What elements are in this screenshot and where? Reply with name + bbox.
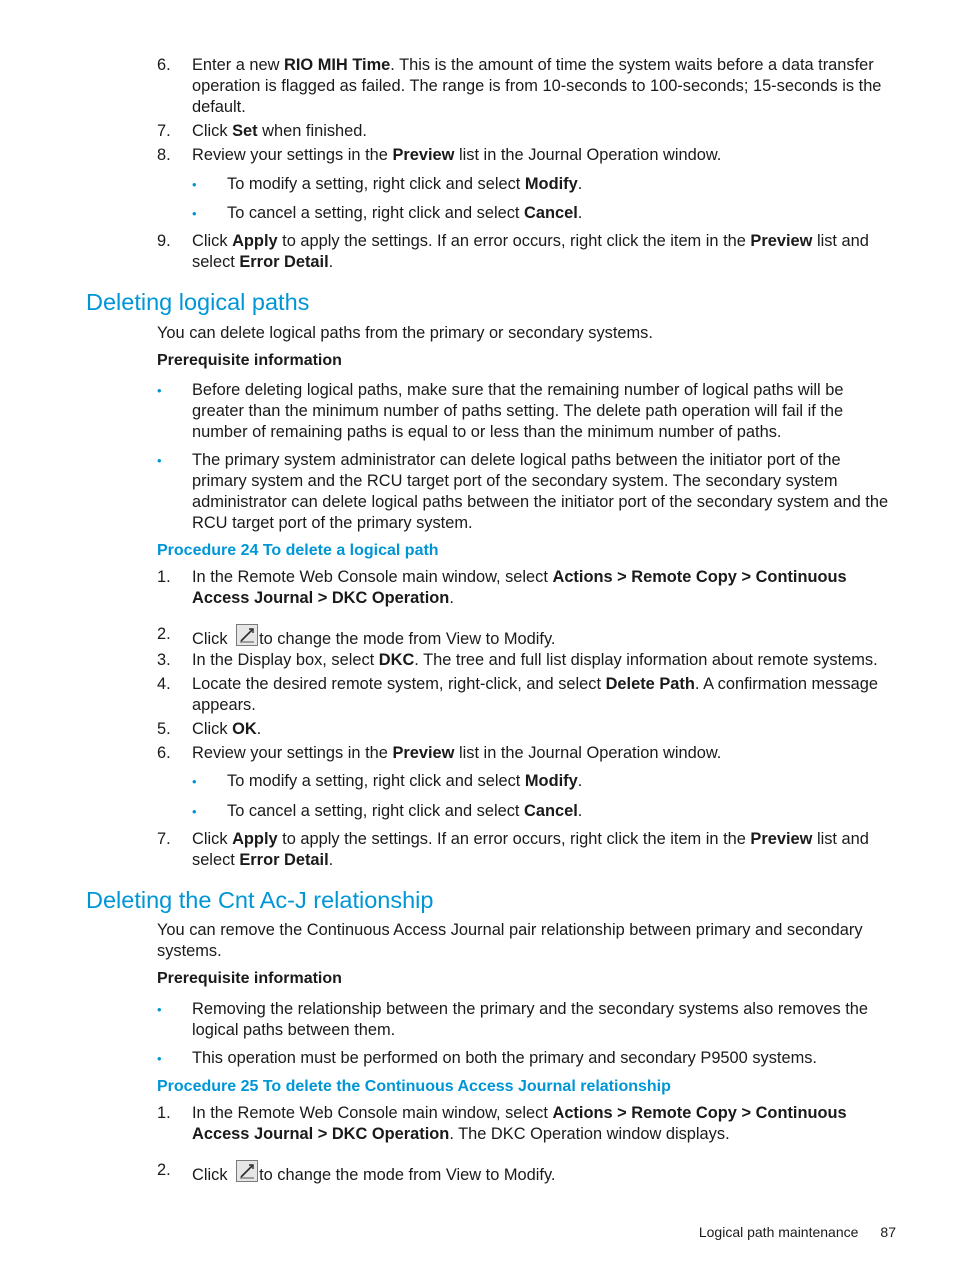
bullet-icon: • bbox=[192, 804, 197, 819]
prerequisite-label: Prerequisite information bbox=[157, 352, 342, 369]
bullet-icon: • bbox=[192, 774, 197, 789]
page-footer bbox=[699, 1222, 896, 1242]
step-number: 6. bbox=[157, 56, 171, 74]
bullet-icon: • bbox=[157, 1051, 162, 1066]
step-number: 2. bbox=[157, 1161, 171, 1179]
bullet-icon: • bbox=[192, 206, 197, 221]
step-number: 1. bbox=[157, 1104, 171, 1122]
bullet-icon: • bbox=[157, 1002, 162, 1017]
section-intro: You can remove the Continuous Access Journal pair relationship between primary and secondary systems. bbox=[157, 921, 863, 960]
bullet-icon: • bbox=[157, 383, 162, 398]
step-number: 7. bbox=[157, 830, 171, 848]
footer-section-title: Logical path maintenance bbox=[698, 1224, 859, 1240]
step-number: 1. bbox=[157, 568, 171, 586]
step-number: 5. bbox=[157, 720, 171, 738]
step-number: 7. bbox=[157, 122, 171, 140]
step-number: 3. bbox=[157, 651, 171, 669]
step-number: 6. bbox=[157, 744, 171, 762]
edit-mode-icon bbox=[236, 1160, 258, 1182]
step-number: 9. bbox=[157, 232, 171, 250]
step-number: 4. bbox=[157, 675, 171, 693]
procedure-title: Procedure 25 To delete the Continuous Access Journal relationship bbox=[157, 1078, 671, 1095]
bullet-icon: • bbox=[157, 453, 162, 468]
edit-mode-icon bbox=[236, 624, 258, 646]
procedure-title: Procedure 24 To delete a logical path bbox=[157, 542, 439, 559]
section-intro: You can delete logical paths from the primary or secondary systems. bbox=[157, 324, 653, 342]
step-number: 8. bbox=[157, 146, 171, 164]
section-heading-deleting-logical-paths: Deleting logical paths bbox=[86, 289, 310, 315]
step-number: 2. bbox=[157, 625, 171, 643]
page-number: 87 bbox=[880, 1224, 896, 1240]
section-heading-deleting-relationship: Deleting the Cnt Ac-J relationship bbox=[86, 887, 434, 913]
prerequisite-label: Prerequisite information bbox=[157, 970, 342, 987]
document-page: 6. Enter a new RIO MIH Time. This is the amount of time the system waits before a data transfer operation is flagged as failed. The range is from 10-seconds to 100-seconds; 15-seconds is the default. 7. Click Set when finished. 8. Review your settings in the Preview list in the Journal Operation window. • To modify a setting, right click and select Modify. • To cancel a setting, right click and select Cancel. 9. Click Apply to apply the settings. If an error occurs, right click the item in the Preview list and select Error Detail. Deleting logical paths You can delete logical paths from the primary or secondary systems. Prerequisite information • Before deleting logical paths, make sure that the remaining number of logical paths will be greater than the minimum number of paths setting. The delete path operation will fail if the number of remaining paths is equal to or less than the minimum number of paths. • The primary system administrator can delete logical paths between the initiator port of the primary system and the RCU target port of the secondary system. The secondary system administrator can delete logical paths between the initiator port of the secondary system and the RCU target port of the primary system. Procedure 24 To delete a logical path 1. In the Remote Web Console main window, select Actions > Remote Copy > Continuous Access Journal > DKC Operation. 2. Click to change the mode from View to Modify. 3. In the Display box, select DKC. The tree and full list display information about remote systems. 4. Locate the desired remote system, right-click, and select Delete Path. A confirmation message appears. 5. Click OK. 6. Review your settings in the Preview list in the Journal Operation window. • To modify a setting, right click and select Modify. • To cancel a setting, right click and select Cancel. 7. Click Apply to apply the settings. If an error occurs, right click the item in the Preview list and select Error Detail. Deleting the Cnt Ac-J relationship You can remove the Continuous Access Journal pair relationship between primary and secondary systems. Prerequisite information • Removing the relationship between the primary and the secondary systems also removes the logical paths between them. • This operation must be performed on both the primary and secondary P9500 systems. Procedure 25 To delete the Continuous Access Journal relationship 1. In the Remote Web Console main window, select Actions > Remote Copy > Continuous Access Journal > DKC Operation. The DKC Operation window displays. 2. Click to change the mode from View to Modify. Logical path maintenance 87 bbox=[0, 0, 954, 1271]
bullet-icon: • bbox=[192, 177, 197, 192]
